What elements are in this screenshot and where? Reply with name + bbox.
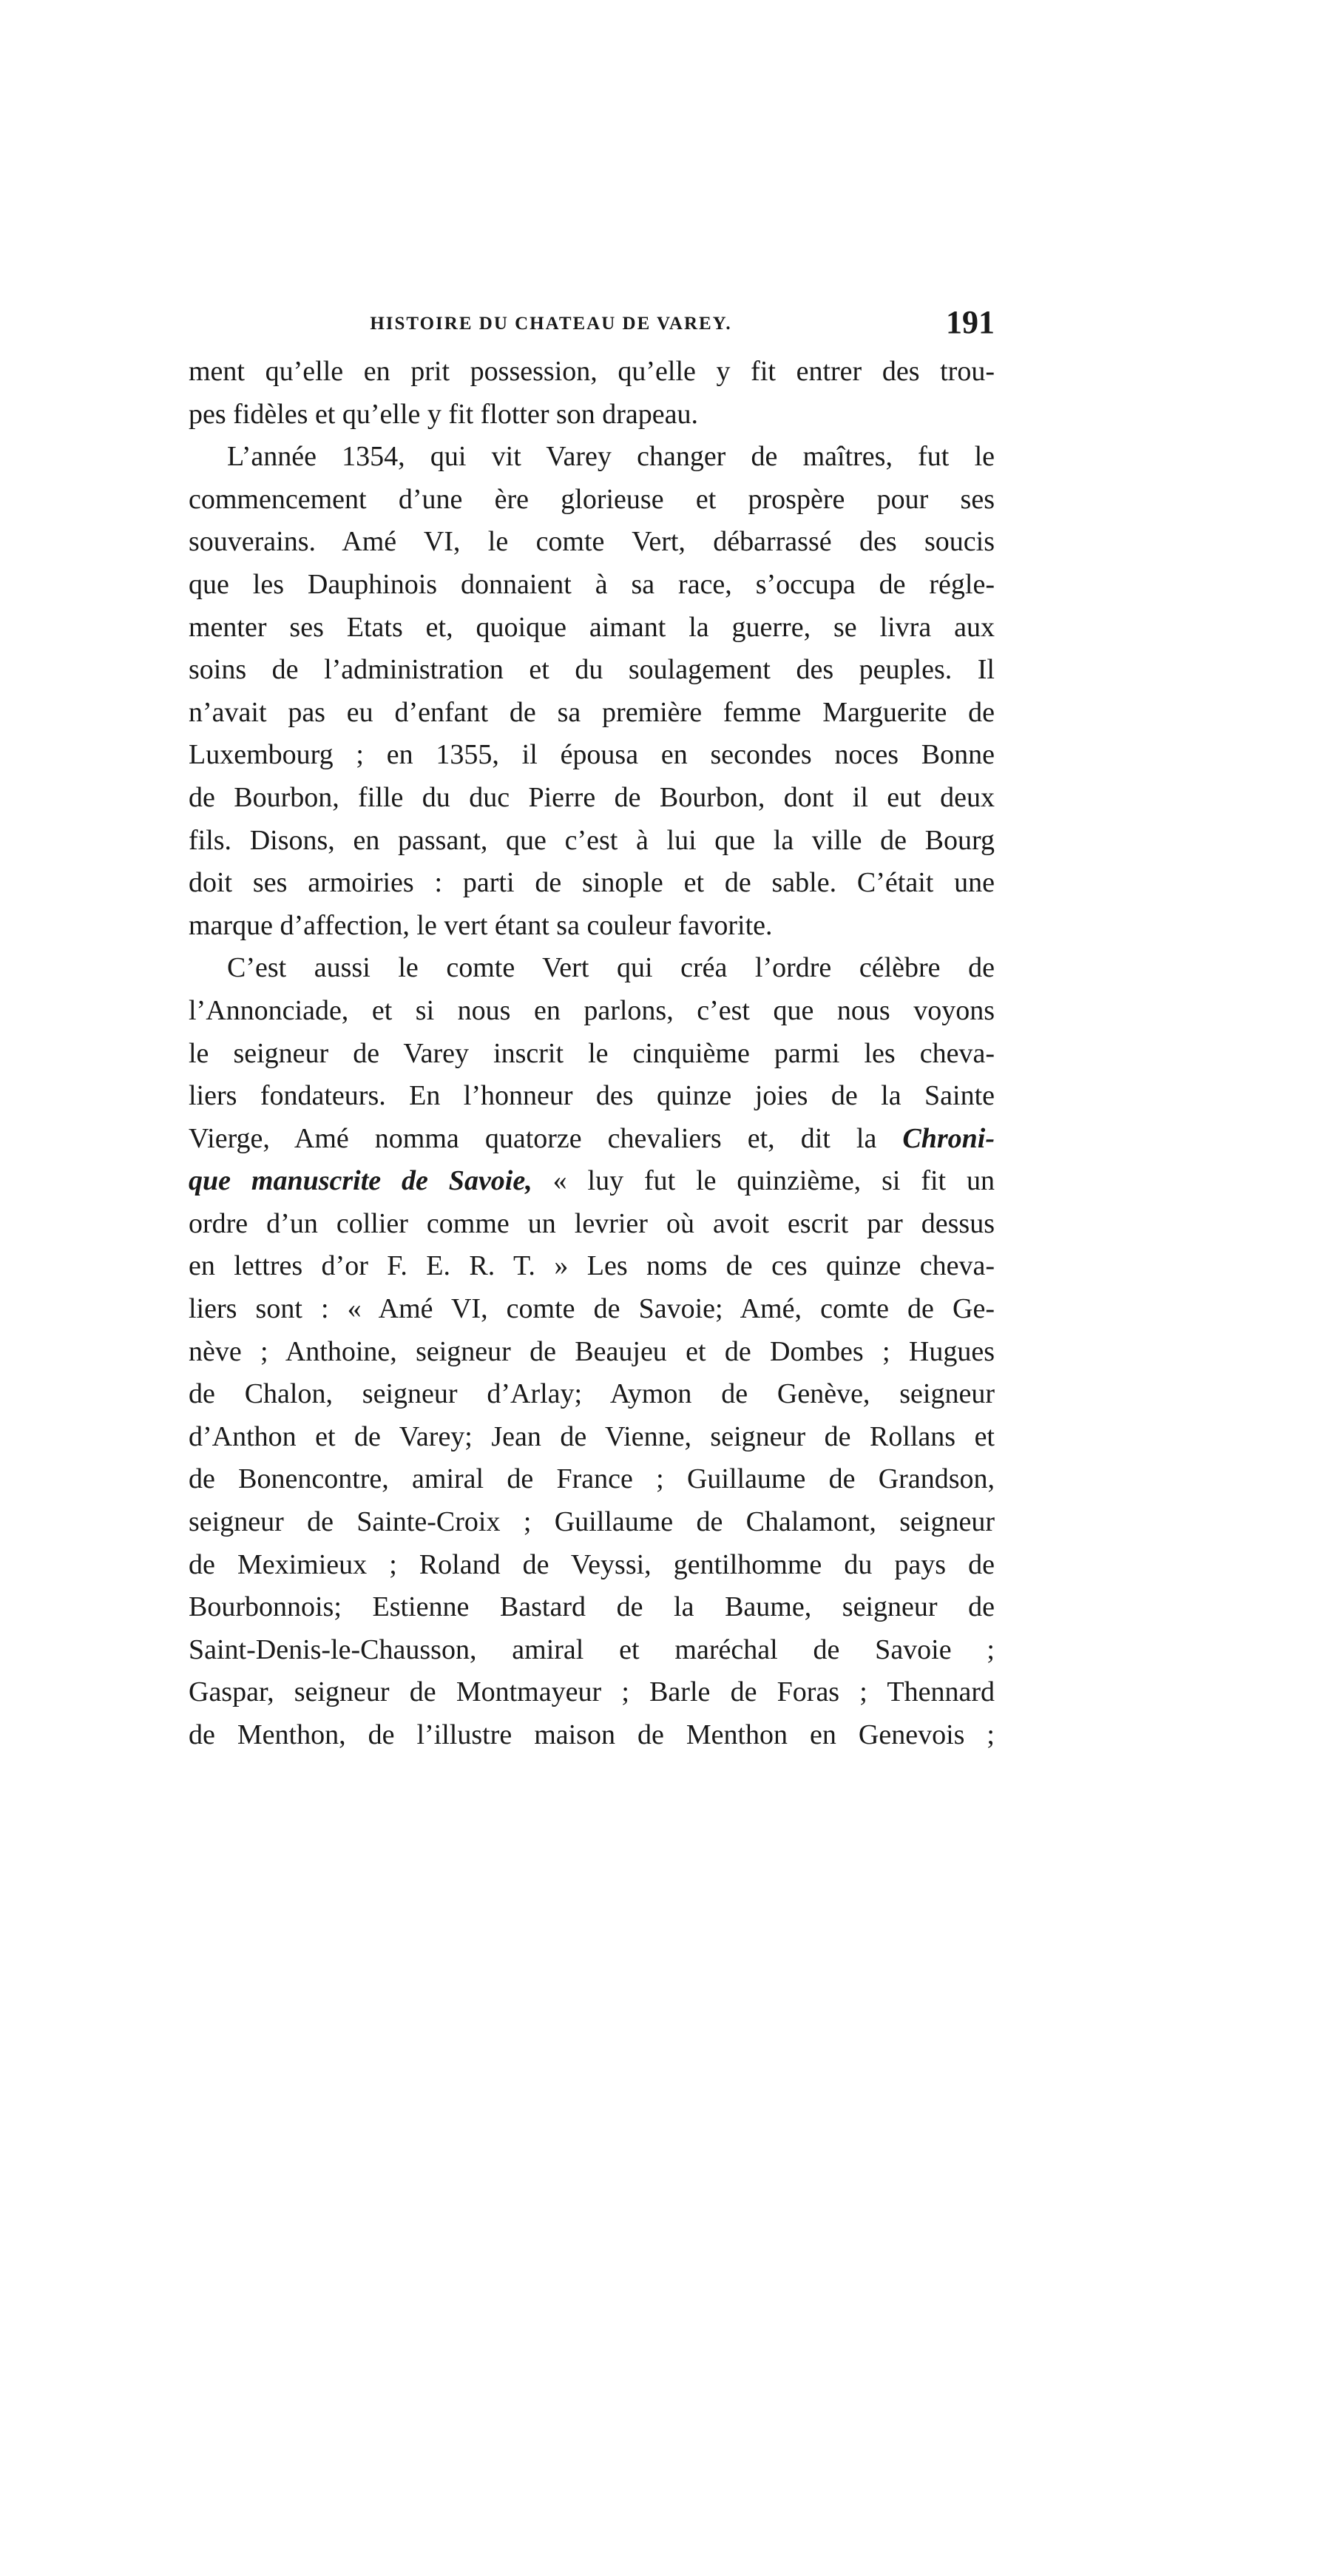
text-line: Bourbonnois; Estienne Bastard de la Baume, seigneur de bbox=[189, 1591, 995, 1623]
text-line: en lettres d’or F. E. R. T. » Les noms de ces quinze cheva- bbox=[189, 1250, 995, 1282]
text-line: liers sont : « Amé VI, comte de Savoie; Amé, comte de Ge- bbox=[189, 1293, 995, 1325]
text-line: liers fondateurs. En l’honneur des quinze joies de la Sainte bbox=[189, 1080, 995, 1112]
text-line bbox=[189, 1118, 995, 1161]
text-line: seigneur de Sainte-Croix ; Guillaume de Chalamont, seigneur bbox=[189, 1506, 995, 1538]
body-text bbox=[189, 351, 995, 1757]
text-line: le seigneur de Varey inscrit le cinquième parmi les cheva- bbox=[189, 1037, 995, 1069]
text-line: de Bonencontre, amiral de France ; Guillaume de Grandson, bbox=[189, 1463, 995, 1495]
text-segment: Vierge, Amé nomma quatorze chevaliers et, dit la bbox=[189, 1122, 903, 1154]
text-line: doit ses armoiries : parti de sinople et de sable. C’était une bbox=[189, 867, 995, 899]
text-line: commencement d’une ère glorieuse et prospère pour ses bbox=[189, 483, 995, 515]
italic-title: Chroni- bbox=[902, 1122, 995, 1154]
text-line: marque d’affection, le vert étant sa couleur favorite. bbox=[189, 909, 773, 941]
running-title: HISTOIRE DU CHATEAU DE VAREY. bbox=[370, 314, 732, 334]
text-line: soins de l’administration et du soulagement des peuples. Il bbox=[189, 654, 995, 686]
text-line: n’avait pas eu d’enfant de sa première femme Marguerite de bbox=[189, 696, 995, 728]
text-line: de Chalon, seigneur d’Arlay; Aymon de Genève, seigneur bbox=[189, 1378, 995, 1410]
text-line: C’est aussi le comte Vert qui créa l’ordre célèbre de bbox=[227, 952, 995, 984]
text-line: Gaspar, seigneur de Montmayeur ; Barle de Foras ; Thennard bbox=[189, 1676, 995, 1708]
running-head bbox=[189, 303, 995, 348]
italic-title: que manuscrite de Savoie, bbox=[189, 1165, 532, 1197]
text-line: d’Anthon et de Varey; Jean de Vienne, seigneur de Rollans et bbox=[189, 1420, 995, 1452]
text-line: que les Dauphinois donnaient à sa race, s’occupa de régle- bbox=[189, 568, 995, 600]
text-segment: « luy fut le quinzième, si fit un bbox=[532, 1165, 995, 1197]
text-line bbox=[189, 1160, 995, 1203]
text-line: Luxembourg ; en 1355, il épousa en secondes noces Bonne bbox=[189, 739, 995, 771]
text-line: souverains. Amé VI, le comte Vert, débarrassé des soucis bbox=[189, 526, 995, 558]
text-line: de Meximieux ; Roland de Veyssi, gentilhomme du pays de bbox=[189, 1548, 995, 1580]
text-line: de Bourbon, fille du duc Pierre de Bourbon, dont il eut deux bbox=[189, 781, 995, 813]
text-line: de Menthon, de l’illustre maison de Menthon en Genevois ; bbox=[189, 1719, 995, 1750]
text-line: menter ses Etats et, quoique aimant la guerre, se livra aux bbox=[189, 611, 995, 643]
text-line: fils. Disons, en passant, que c’est à lui que la ville de Bourg bbox=[189, 824, 995, 856]
text-line: ordre d’un collier comme un levrier où avoit escrit par dessus bbox=[189, 1207, 995, 1239]
text-line: L’année 1354, qui vit Varey changer de maîtres, fut le bbox=[227, 441, 995, 473]
text-line: nève ; Anthoine, seigneur de Beaujeu et de Dombes ; Hugues bbox=[189, 1335, 995, 1367]
page-number: 191 bbox=[946, 304, 995, 340]
text-line: Saint-Denis-le-Chausson, amiral et maréchal de Savoie ; bbox=[189, 1633, 995, 1665]
text-line: l’Annonciade, et si nous en parlons, c’est que nous voyons bbox=[189, 994, 995, 1026]
text-line: ment qu’elle en prit possession, qu’elle y fit entrer des trou- bbox=[189, 356, 995, 387]
text-line: pes fidèles et qu’elle y fit flotter son drapeau. bbox=[189, 398, 699, 430]
